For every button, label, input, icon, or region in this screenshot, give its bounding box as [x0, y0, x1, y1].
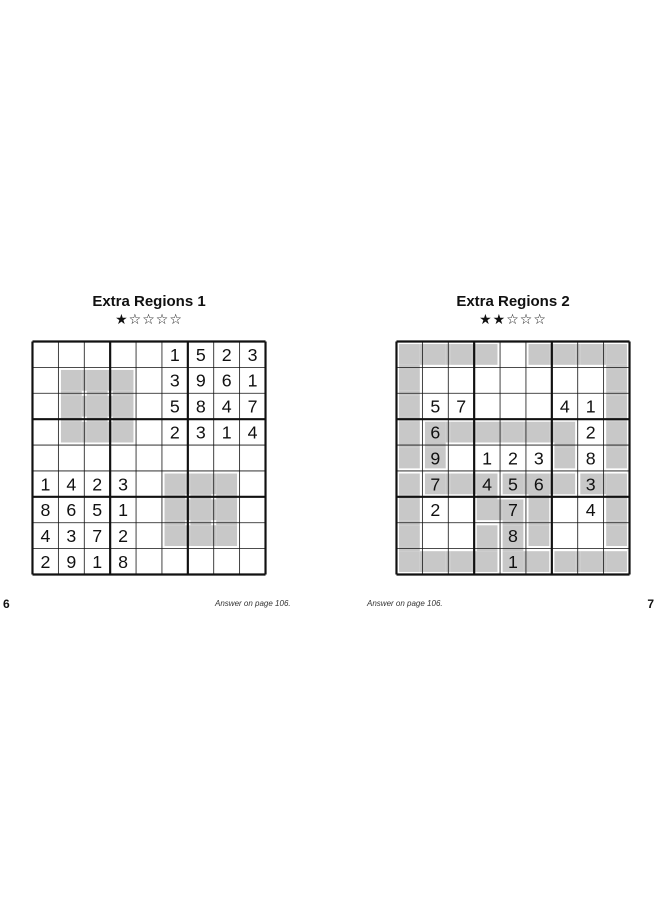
extra-region-cell [61, 422, 82, 443]
cell-digit: 8 [40, 500, 51, 521]
extra-region-cell [165, 474, 186, 495]
extra-region-cell [216, 474, 237, 495]
cell-digit: 1 [40, 474, 51, 495]
cell-digit: 4 [559, 396, 570, 417]
cell-digit: 6 [66, 500, 77, 521]
cell-digit: 2 [430, 500, 441, 521]
extra-region-cell [606, 525, 627, 546]
extra-region-cell [529, 525, 550, 546]
cell-digit: 6 [430, 422, 441, 443]
extra-region-cell [451, 344, 472, 365]
cell-digit: 5 [92, 500, 103, 521]
cell-digit: 4 [482, 474, 493, 495]
page-number-right: 7 [647, 597, 654, 611]
cell-digit: 6 [533, 474, 544, 495]
answer-note-right: Answer on page 106. [367, 599, 443, 608]
extra-region-cell [554, 344, 575, 365]
extra-region-cell [165, 499, 186, 520]
extra-region-cell [190, 499, 211, 520]
extra-region-cell [399, 422, 420, 443]
cell-digit: 9 [66, 551, 77, 572]
extra-region-cell [216, 499, 237, 520]
extra-region-cell [451, 551, 472, 572]
grid-canvas [395, 340, 631, 576]
cell-digit: 9 [430, 448, 441, 469]
cell-digit: 7 [92, 526, 103, 547]
cell-digit: 8 [195, 396, 206, 417]
cell-digit: 4 [585, 500, 596, 521]
extra-region-cell [606, 499, 627, 520]
extra-region-cell [399, 551, 420, 572]
extra-region-cell [477, 525, 498, 546]
cell-digit: 2 [221, 344, 232, 365]
extra-region-cell [399, 370, 420, 391]
cell-digit: 7 [508, 500, 518, 521]
extra-region-cell [399, 396, 420, 417]
cell-digit: 4 [66, 474, 77, 495]
cell-digit: 4 [221, 396, 232, 417]
extra-region-cell [477, 499, 498, 520]
extra-region-cell [529, 551, 550, 572]
extra-region-cell [554, 474, 575, 495]
extra-region-cell [190, 525, 211, 546]
cell-digit: 9 [195, 370, 206, 391]
cell-digit: 5 [169, 396, 180, 417]
cell-digit: 1 [221, 422, 232, 443]
cell-digit: 7 [430, 474, 441, 495]
extra-region-cell [61, 396, 82, 417]
extra-region-cell [216, 525, 237, 546]
extra-region-cell [425, 551, 446, 572]
extra-region-cell [399, 448, 420, 469]
extra-region-cell [606, 551, 627, 572]
extra-region-cell [399, 499, 420, 520]
cell-digit: 1 [169, 344, 180, 365]
cell-digit: 2 [508, 448, 518, 469]
cell-digit: 2 [40, 551, 51, 572]
extra-region-cell [606, 396, 627, 417]
extra-region-cell [113, 396, 134, 417]
page-number-left: 6 [3, 597, 10, 611]
extra-region-cell [580, 551, 601, 572]
puzzle-title: Extra Regions 1 [92, 293, 206, 310]
extra-region-cell [529, 344, 550, 365]
cell-digit: 7 [247, 396, 258, 417]
sudoku-grid [395, 340, 631, 576]
cell-digit: 3 [118, 474, 129, 495]
puzzle-2 [395, 292, 631, 572]
extra-region-cell [87, 396, 108, 417]
extra-region-cell [87, 422, 108, 443]
extra-region-cell [399, 344, 420, 365]
extra-region-cell [87, 370, 108, 391]
cell-digit: 8 [118, 551, 129, 572]
extra-region-cell [580, 344, 601, 365]
extra-region-cell [606, 370, 627, 391]
extra-region-cell [190, 474, 211, 495]
cell-digit: 3 [195, 422, 206, 443]
cell-digit: 2 [169, 422, 180, 443]
extra-region-cell [606, 448, 627, 469]
cell-digit: 6 [221, 370, 232, 391]
extra-region-cell [113, 422, 134, 443]
extra-region-cell [606, 344, 627, 365]
extra-region-cell [554, 448, 575, 469]
extra-region-cell [477, 344, 498, 365]
cell-digit: 5 [430, 396, 441, 417]
puzzle-title: Extra Regions 2 [456, 293, 570, 310]
cell-digit: 4 [247, 422, 258, 443]
extra-region-cell [477, 422, 498, 443]
extra-region-cell [399, 474, 420, 495]
cell-digit: 5 [195, 344, 206, 365]
extra-region-cell [606, 422, 627, 443]
extra-region-cell [165, 525, 186, 546]
answer-note-left: Answer on page 106. [215, 599, 291, 608]
extra-region-cell [554, 551, 575, 572]
extra-region-cell [554, 422, 575, 443]
difficulty-stars: ★☆☆☆☆ [115, 312, 183, 328]
cell-digit: 3 [169, 370, 180, 391]
cell-digit: 3 [247, 344, 258, 365]
extra-region-cell [529, 499, 550, 520]
cell-digit: 5 [508, 474, 518, 495]
extra-region-cell [113, 370, 134, 391]
cell-digit: 8 [585, 448, 596, 469]
extra-region-cell [425, 344, 446, 365]
extra-region-cell [477, 551, 498, 572]
cell-digit: 3 [585, 474, 596, 495]
puzzle-1 [31, 292, 267, 572]
cell-digit: 1 [585, 396, 596, 417]
extra-region-cell [451, 422, 472, 443]
cell-digit: 1 [482, 448, 493, 469]
cell-digit: 8 [508, 526, 518, 547]
extra-region-cell [529, 422, 550, 443]
cell-digit: 1 [508, 551, 518, 572]
sudoku-grid [31, 340, 267, 576]
cell-digit: 3 [533, 448, 544, 469]
cell-digit: 1 [118, 500, 129, 521]
cell-digit: 7 [456, 396, 467, 417]
cell-digit: 1 [92, 551, 103, 572]
cell-digit: 3 [66, 526, 77, 547]
cell-digit: 2 [118, 526, 129, 547]
extra-region-cell [61, 370, 82, 391]
cell-digit: 2 [585, 422, 596, 443]
extra-region-cell [503, 422, 524, 443]
extra-region-cell [606, 474, 627, 495]
extra-region-cell [399, 525, 420, 546]
extra-region-cell [451, 474, 472, 495]
difficulty-stars: ★★☆☆☆ [479, 312, 547, 328]
grid-canvas [31, 340, 267, 576]
cell-digit: 2 [92, 474, 103, 495]
cell-digit: 4 [40, 526, 51, 547]
cell-digit: 1 [247, 370, 258, 391]
